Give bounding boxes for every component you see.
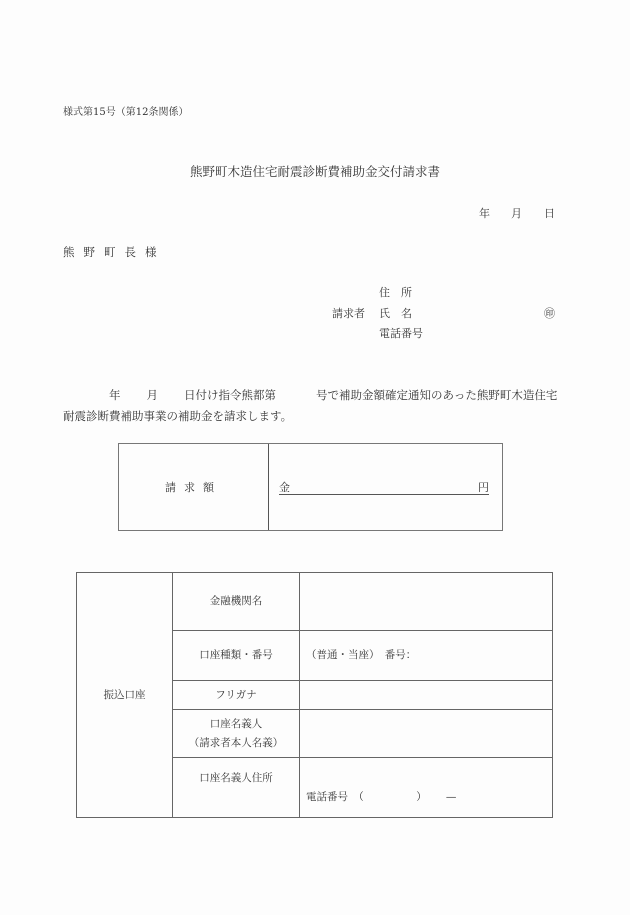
account-type-field[interactable]: （普通・当座） 番号： <box>306 649 417 661</box>
bank-name-label: 金融機関名 <box>209 595 263 607</box>
request-amount-field[interactable] <box>279 479 489 495</box>
account-holder-field[interactable] <box>300 710 552 757</box>
amount-suffix: 円 <box>478 481 489 494</box>
date-year-label: 年 <box>479 207 490 220</box>
address-label: 住 所 <box>379 286 412 299</box>
body-year: 年 <box>109 388 121 402</box>
holder-address-label: 口座名義人住所 <box>199 771 273 784</box>
addressee: 熊野町長様 <box>63 245 166 259</box>
furigana-field[interactable] <box>300 681 552 709</box>
request-amount-table <box>118 443 503 531</box>
body-text-1: 日付け指令熊都第 <box>184 388 276 402</box>
requester-label: 請求者 <box>332 307 365 320</box>
name-label: 氏 名 <box>379 307 412 320</box>
account-holder-label <box>173 710 299 757</box>
account-type-label: 口座種類・番号 <box>199 649 273 661</box>
body-paragraph <box>63 385 558 427</box>
amount-prefix: 金 <box>279 481 290 494</box>
request-amount-label: 請求額 <box>119 444 269 530</box>
document-title: 熊野町木造住宅耐震診断費補助金交付請求書 <box>189 164 440 179</box>
bank-name-field[interactable] <box>300 573 552 630</box>
account-holder-label-line1: 口座名義人 <box>209 717 263 730</box>
transfer-account-label: 振込口座 <box>103 688 146 701</box>
seal-mark: ㊞ <box>544 307 555 320</box>
phone-label: 電話番号 <box>379 327 423 340</box>
date-day-label: 日 <box>544 207 555 220</box>
date-month-label: 月 <box>511 207 522 220</box>
bank-account-table <box>76 572 553 818</box>
furigana-label: フリガナ <box>215 688 257 701</box>
body-text-2: 号で補助金額確定通知のあった熊野町木造住宅耐震診断費補助事業の補助金を請求します。 <box>63 388 558 423</box>
form-number: 様式第15号（第12条関係） <box>63 107 189 118</box>
account-holder-label-line2: （請求者本人名義） <box>188 736 284 749</box>
holder-address-field[interactable]: 電話番号 （ ） — <box>306 791 457 803</box>
body-month: 月 <box>146 388 158 402</box>
